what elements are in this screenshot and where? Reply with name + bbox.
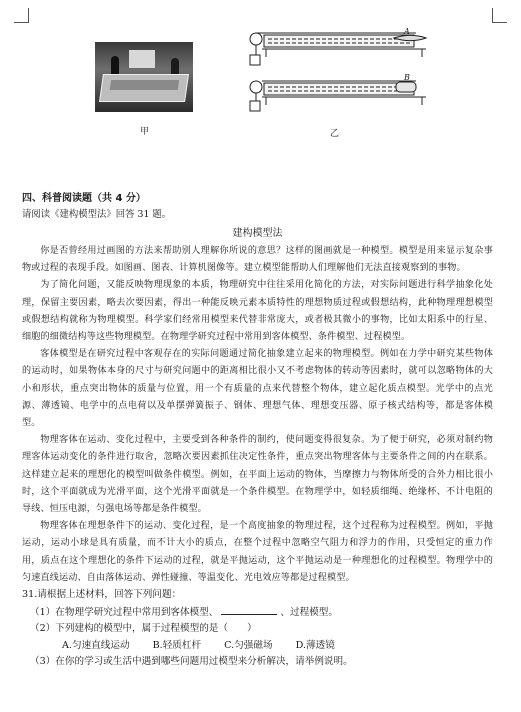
question-31-3: （3）在你的学习或生活中遇到哪些问题用过模型来分析解决，请举例说明。 — [30, 656, 353, 668]
pulley-icon — [250, 81, 262, 93]
figure-label-left: 甲 — [140, 127, 150, 137]
crop-mark-top-right — [492, 8, 507, 23]
crop-mark-top-left — [14, 8, 29, 23]
answer-blank[interactable] — [221, 604, 277, 615]
label-b: B — [404, 73, 410, 82]
apparatus-upper — [250, 33, 426, 65]
option-c[interactable]: C.匀强磁场 — [224, 639, 273, 651]
question-31-2: （2）下列建构的模型中，属于过程模型的是（ ） — [30, 623, 257, 635]
pulley-icon — [250, 33, 262, 45]
label-a: A — [404, 27, 410, 36]
question-31-1 — [22, 604, 493, 622]
photo-table — [99, 74, 189, 102]
hanging-weight — [250, 101, 260, 111]
option-a[interactable]: A.匀速直线运动 — [62, 639, 130, 651]
photo-screen — [129, 50, 155, 68]
option-b[interactable]: B.轻质杠杆 — [152, 639, 202, 651]
object-b — [396, 82, 416, 92]
section-heading: 四、科普阅读题（共 4 分） — [22, 193, 146, 204]
question-31-1-tail: 、过程模型。 — [280, 606, 338, 618]
question-31: 31.请根据上述材料，回答下列问题： — [22, 589, 182, 601]
article-paragraph: 你是否曾经用过画图的方法来帮助别人理解你所说的意思？这样的图画就是一种模型。模型是用来显示复杂事物或过程的表现手段。如图画、图表、计算机图像等。建立模型能帮助人们理解他们无法直接观察到的事物。 — [22, 246, 493, 274]
option-d[interactable]: D.薄透镜 — [295, 639, 335, 651]
article-paragraph: 为了简化问题，又能反映物理现象的本质，物理研究中往往采用化简化的方法，对实际问题进行科学抽象化处理，保留主要因素，略去次要因素，得出一种能反映元素本质特性的理想物质过程或假想结构，此种物理理想模型或假想结构就称为物理模型。科学家们经常用模型来代替非常庞大，或者极其微小的事物，比如太阳系中的行星、细胞的细微结构等这些物理模型。在物理学研究过程中常用到客体模型、条件模型、过程模型。 — [22, 280, 493, 343]
hanging-weight — [250, 55, 260, 65]
article-title: 建构模型法 — [232, 228, 283, 239]
figure-label-right: 乙 — [330, 129, 340, 139]
article-paragraph: 物理客体在运动、变化过程中，主要受到各种条件的制约，使问题变得很复杂。为了便于研究，必须对制约物理客体运动变化的条件进行取舍，忽略次要因素抓住决定性条件，重点突出物理客体与主要条件之间的内在联系。这样建立起来的理想化的模型叫做条件模型。例如，在平面上运动的物体，当摩擦力与物体所受的合外力相比很小时，这个平面就成为光滑平面，这个光滑平面就是一个条件模型。在物理学中，如轻质细绳、绝缘杯、不计电阻的导线、恒压电源，匀强电场等都是条件模型。 — [22, 435, 493, 515]
question-31-1-text: （1）在物理学研究过程中常用到客体模型、 — [30, 606, 219, 618]
reading-section — [22, 191, 493, 671]
article-paragraph: 客体模型是在研究过程中客观存在的实际问题通过简化抽象建立起来的物理模型。例如在力学中研究某些物体的运动时，如果物体本身的尺寸与研究问题中的距离相比很小又不考虑物体的转动等因素时，就可以忽略物体的大小和形状，重点突出物体的质量与位置，用一个有质量的点来代替整个物体，建立起化质点模型。光学中的点光源、薄透镜、电学中的点电荷以及单摆弹簧振子、钢体、理想气体、理想变压器、原子核式结构等，都是客体模型。 — [22, 349, 493, 429]
figure-apparatus — [236, 25, 436, 125]
figure-photo — [95, 42, 193, 112]
article-paragraph: 物理客体在理想条件下的运动、变化过程，是一个高度抽象的物理过程，这个过程称为过程模型。例如，平抛运动，运动小球是具有质量，而不计大小的质点，在整个过程中忽略空气阻力和浮力的作用，只受恒定的重力作用，质点在这个理想化的条件下运动的过程，就是平抛运动，这个平抛运动是一种理想化的过程模型。物理学中的匀速直线运动、自由落体运动、弹性碰撞、等温变化、光电效应等都是过程模型。 — [22, 521, 493, 583]
object-a — [394, 35, 426, 40]
question-31-2-options — [22, 638, 493, 655]
section-instruction: 请阅读《建构模型法》回答 31 题。 — [22, 209, 172, 220]
apparatus-lower — [250, 81, 426, 111]
